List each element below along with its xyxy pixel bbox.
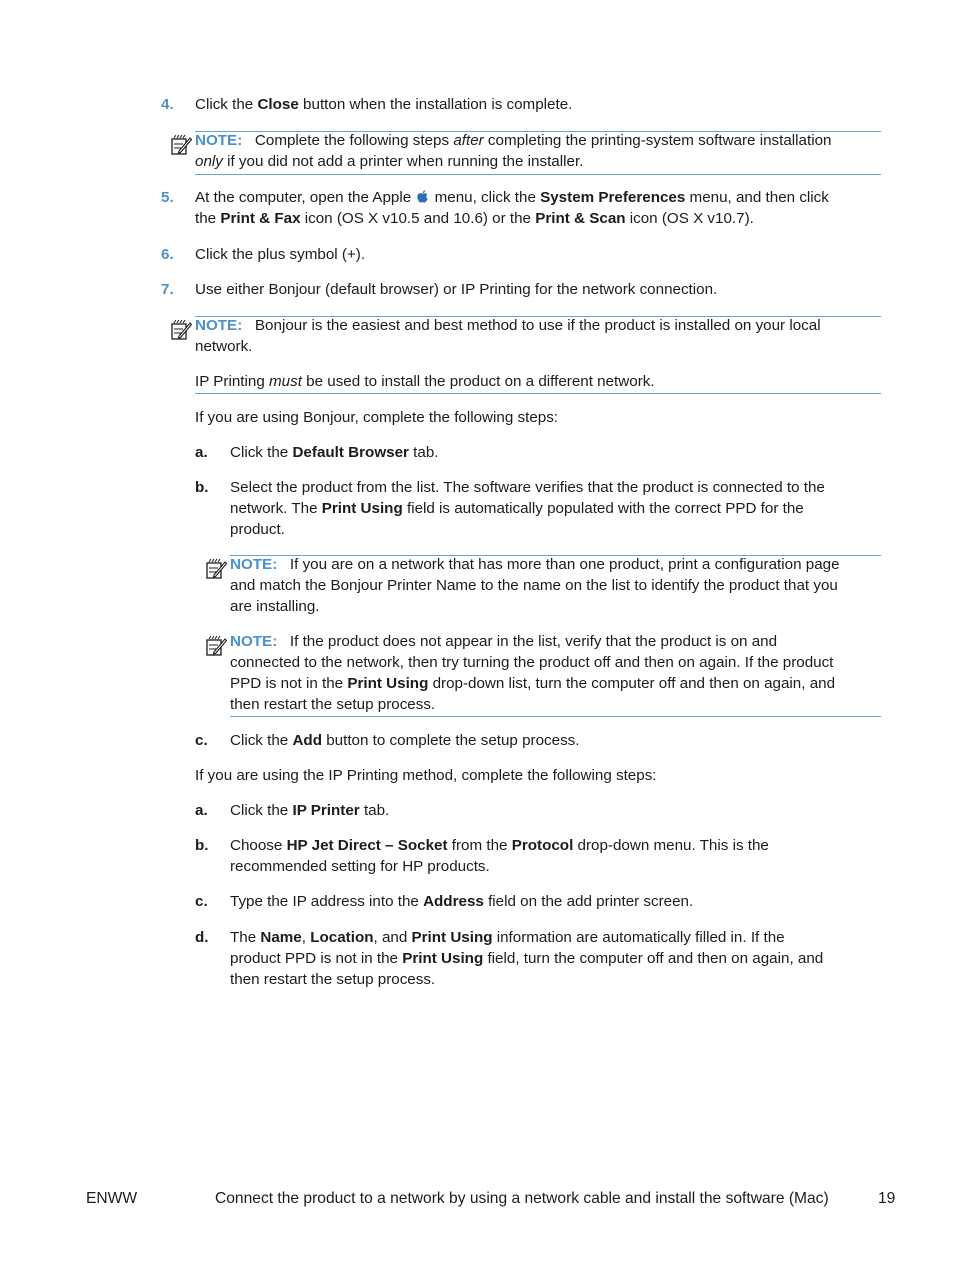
text-run: network. The <box>230 500 322 517</box>
text-run: field on the add printer screen. <box>483 893 694 910</box>
page-number: 19 <box>878 1190 896 1207</box>
print-using-ref: Print Using <box>402 950 484 967</box>
ip-step-c <box>230 891 693 912</box>
step-number: 6. <box>161 246 174 263</box>
bonjour-step-b-line-3: product. <box>230 521 285 538</box>
text-run: menu, and then click <box>685 189 829 206</box>
footer-title: Connect the product to a network by using a network cable and install the software (Mac) <box>215 1190 829 1207</box>
ip-step-d-line-1 <box>230 927 785 948</box>
note-pencil-icon <box>205 558 227 580</box>
bonjour-step-b-line-1: Select the product from the list. The software verifies that the product is connected to the <box>230 479 825 496</box>
note-label: NOTE: <box>230 633 278 650</box>
protocol-ref: Protocol <box>511 837 574 854</box>
bonjour-step-b-line-2 <box>230 498 804 519</box>
text-run: PPD is not in the <box>230 675 348 692</box>
address-ref: Address <box>423 893 484 910</box>
step-7-text: Use either Bonjour (default browser) or IP Printing for the network connection. <box>195 281 718 298</box>
text-run: icon (OS X v10.5 and 10.6) or the <box>300 210 536 227</box>
add-button-ref: Add <box>292 732 322 749</box>
text-run: drop-down menu. This is the <box>573 837 769 854</box>
substep-letter: c. <box>195 732 208 749</box>
note-3-line-3: are installing. <box>230 598 320 615</box>
note-label: NOTE: <box>195 317 243 334</box>
note-2-line-1 <box>195 315 821 336</box>
substep-letter: a. <box>195 802 208 819</box>
ip-step-b-line-1 <box>230 835 769 856</box>
text-run: the <box>195 210 221 227</box>
ip-step-d-line-2 <box>230 948 823 969</box>
note-4-line-3 <box>230 673 835 694</box>
substep-letter: d. <box>195 929 209 946</box>
print-using-ref: Print Using <box>321 500 403 517</box>
text-run: product PPD is not in the <box>230 950 403 967</box>
note-bottom-rule <box>195 393 881 394</box>
default-browser-ref: Default Browser <box>292 444 409 461</box>
location-ref: Location <box>310 929 374 946</box>
step-5-line-2 <box>195 208 754 229</box>
note-4-line-4: then restart the setup process. <box>230 696 436 713</box>
system-preferences-ref: System Preferences <box>540 189 686 206</box>
ip-printer-ref: IP Printer <box>292 802 360 819</box>
step-5-line-1 <box>195 187 829 208</box>
note-pencil-icon <box>170 134 192 156</box>
note-4-line-1 <box>230 631 777 652</box>
text-run: , <box>301 929 311 946</box>
text-run: If the product does not appear in the list, verify that the product is on and <box>289 633 778 650</box>
close-button-ref: Close <box>257 96 299 113</box>
substep-letter: b. <box>195 837 209 854</box>
text-run: tab. <box>359 802 390 819</box>
bonjour-step-a <box>230 442 439 463</box>
text-run: be used to install the product on a different network. <box>301 373 655 390</box>
text-run: information are automatically filled in. If the <box>492 929 785 946</box>
text-run: tab. <box>408 444 439 461</box>
text-run: only <box>195 153 223 170</box>
note-2-line-2: network. <box>195 338 253 355</box>
text-run: icon (OS X v10.7). <box>625 210 754 227</box>
substep-letter: c. <box>195 893 208 910</box>
ip-step-b-line-2: recommended setting for HP products. <box>230 858 490 875</box>
note-pencil-icon <box>170 319 192 341</box>
bonjour-step-c <box>230 730 580 751</box>
text-run: field is automatically populated with the correct PPD for the <box>402 500 804 517</box>
note-pencil-icon <box>205 635 227 657</box>
note-3-line-2: and match the Bonjour Printer Name to the name on the list to identify the product that you <box>230 577 838 594</box>
bonjour-intro: If you are using Bonjour, complete the following steps: <box>195 409 559 426</box>
print-scan-ref: Print & Scan <box>535 210 626 227</box>
note-3-line-1 <box>230 554 840 575</box>
note-bottom-rule <box>195 174 881 175</box>
footer-left: ENWW <box>86 1190 138 1207</box>
note-1-line-2 <box>195 151 583 172</box>
text-run: field, turn the computer off and then on again, and <box>483 950 824 967</box>
apple-logo-icon <box>415 189 430 204</box>
ip-intro: If you are using the IP Printing method, complete the following steps: <box>195 767 657 784</box>
text-run: if you did not add a printer when running the installer. <box>222 153 584 170</box>
hp-jet-direct-ref: HP Jet Direct – Socket <box>286 837 448 854</box>
text-run: Bonjour is the easiest and best method to use if the product is installed on your local <box>254 317 821 334</box>
ip-step-d-line-3: then restart the setup process. <box>230 971 436 988</box>
text-run: Click the <box>230 444 293 461</box>
text-run: button when the installation is complete. <box>298 96 573 113</box>
text-run: Complete the following steps <box>254 132 454 149</box>
text-run: after <box>453 132 484 149</box>
substep-letter: b. <box>195 479 209 496</box>
text-run: menu, click the <box>430 189 541 206</box>
text-run: IP Printing <box>195 373 270 390</box>
note-label: NOTE: <box>195 132 243 149</box>
print-using-ref: Print Using <box>411 929 493 946</box>
step-number: 5. <box>161 189 174 206</box>
note-bottom-rule <box>230 716 881 717</box>
step-number: 4. <box>161 96 174 113</box>
substep-letter: a. <box>195 444 208 461</box>
name-ref: Name <box>260 929 302 946</box>
text-run: drop-down list, turn the computer off and then on again, and <box>428 675 836 692</box>
text-run: must <box>269 373 302 390</box>
text-run: At the computer, open the Apple <box>195 189 416 206</box>
text-run: completing the printing-system software installation <box>483 132 832 149</box>
note-4-line-2: connected to the network, then try turning the product off and then on again. If the product <box>230 654 834 671</box>
text-run: button to complete the setup process. <box>322 732 580 749</box>
text-run: , and <box>373 929 412 946</box>
text-run: Type the IP address into the <box>230 893 424 910</box>
note-2-paragraph-2 <box>195 371 655 392</box>
step-4-text <box>195 94 572 115</box>
step-number: 7. <box>161 281 174 298</box>
ip-step-a <box>230 800 389 821</box>
print-using-ref: Print Using <box>347 675 429 692</box>
print-fax-ref: Print & Fax <box>220 210 301 227</box>
text-run: Click the <box>195 96 258 113</box>
text-run: The <box>230 929 261 946</box>
text-run: Choose <box>230 837 287 854</box>
note-1-line-1 <box>195 130 832 151</box>
text-run: from the <box>447 837 512 854</box>
text-run: Click the <box>230 802 293 819</box>
text-run: Click the <box>230 732 293 749</box>
text-run: If you are on a network that has more than one product, print a configuration page <box>289 556 840 573</box>
step-6-text: Click the plus symbol (+). <box>195 246 366 263</box>
note-label: NOTE: <box>230 556 278 573</box>
